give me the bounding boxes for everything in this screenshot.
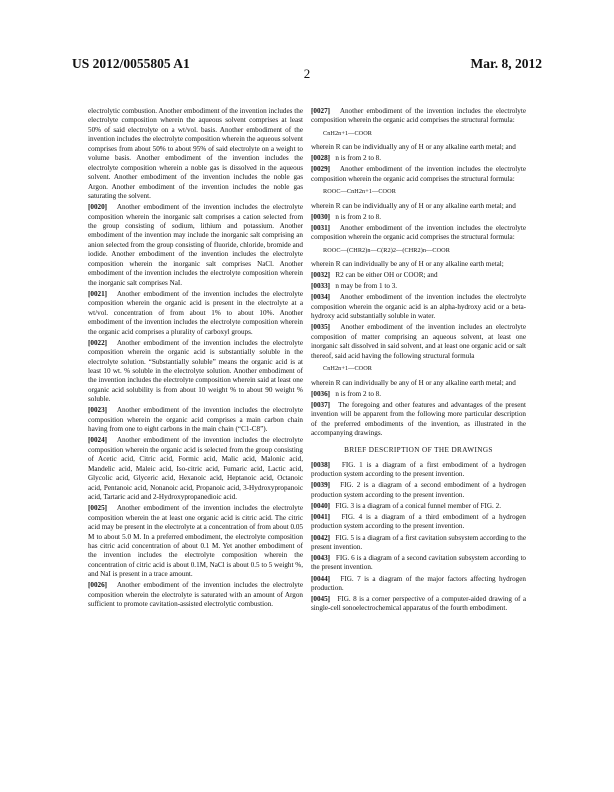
- structural-formula: ROOC—CnH2n+1—COOR: [323, 188, 396, 196]
- paragraph: [0034] Another embodiment of the invention includes the electrolyte composition wherein the organic acid is an alpha-hydroxy acid or a beta-hydroxy acid substantially soluble in water.: [311, 293, 527, 321]
- paragraph: wherein R can be individually any of H or any alkaline earth metal; and: [311, 143, 516, 152]
- figure-description: [0042] FIG. 5 is a diagram of a first cavitation subsystem according to the present invention.: [311, 533, 526, 551]
- structural-formula: CnH2n+1—COOR: [323, 129, 373, 137]
- paragraph: [0025] Another embodiment of the invention includes the electrolyte composition wherein the at least one organic acid is citric acid. The citric acid may be present in the electrolyte at a concentration of from about 0.05 M to about 5.0 M. In a preferred embodiment, the electrolyte composition has citric acid concentration of about 0.1 M. Yet another embodiment of the invention includes the electrolyte composition wherein the concentration of citric acid is about 0.1M, NaCl is about 0.5 to 5 weight %, and NaI is present in a trace amount.: [88, 504, 304, 579]
- right-column: [311, 107, 526, 616]
- figure-description: [0044] FIG. 7 is a diagram of the major factors affecting hydrogen production.: [311, 574, 526, 592]
- paragraph: [0026] Another embodiment of the invention includes the electrolyte composition wherein the electrolyte is saturated with an amount of Argon sufficient to promote cavitation-assisted electrolytic combustion.: [88, 581, 304, 609]
- figure-description: [0040] FIG. 3 is a diagram of a conical funnel member of FIG. 2.: [311, 501, 501, 510]
- paragraph: [0024] Another embodiment of the invention includes the electrolyte composition wherein the organic acid is selected from the group consisting of Acetic acid, Citric acid, Formic acid, Malic acid, Malonic acid, Mandelic acid, Maleic acid, Iso-citric acid, Fumaric acid, Lactic acid, Glycolic acid, Glyceric acid, Hexanoic acid, Heptanoic acid, Octanoic acid, Pentanoic acid, Nonanoic acid, Propanoic acid, 3-Hydroxypropanoic acid, Tartaric acid and 2-Hydroxypropanedioic acid.: [88, 436, 304, 502]
- paragraph: [0032] R2 can be either OH or COOR; and: [311, 271, 438, 280]
- paragraph: [0020] Another embodiment of the invention includes the electrolyte composition wherein the inorganic salt comprises a cation selected from the group consisting of sodium, lithium and potassium. Another embodiment of the invention may include the inorganic salt comprising an anion selected from the group consisting of fluoride, chloride, bromide and iodide. Another embodiment of the invention includes the electrolyte composition wherein the inorganic salt comprises NaCl. Another embodiment of the invention includes the electrolyte composition wherein the inorganic salt comprises NaI.: [88, 203, 304, 287]
- paragraph: [0037] The foregoing and other features and advantages of the present invention will be apparent from the following more particular description of the preferred embodiments of the invention, as illustrated in the accompanying drawings.: [311, 400, 526, 438]
- section-heading: BRIEF DESCRIPTION OF THE DRAWINGS: [344, 445, 493, 454]
- paragraph: [0035] Another embodiment of the invention includes an electrolyte composition of matter comprising an aqueous solvent, at least one inorganic salt dissolved in said solvent, and at least one organic acid or salt thereof, said acid having the following structural formula: [311, 323, 527, 360]
- paragraph: [0022] Another embodiment of the invention includes the electrolyte composition wherein the organic acid is substantially soluble in the electrolyte solution. “Substantially soluble” means the organic acid is at least 10 wt. % soluble in the electrolyte solution. Another embodiment of the invention includes the electrolyte composition wherein said at least one organic acid solubility is from about 10 weight % to about 90 weight % soluble.: [88, 338, 304, 404]
- page-number: 2: [303, 66, 311, 81]
- paragraph: [0027] Another embodiment of the invention includes the electrolyte composition wherein the organic acid comprises the structural formula:: [311, 107, 527, 125]
- paragraph: [0031] Another embodiment of the invention includes the electrolyte composition wherein the organic acid comprises the structural formula:: [311, 223, 527, 242]
- paragraph: [0033] n may be from 1 to 3.: [311, 282, 398, 291]
- structural-formula: ROOC—(CHR2)n—C(R2)2—(CHR2)n—COOR: [323, 246, 450, 254]
- paragraph: wherein R can individually be any of H or any alkaline earth metal; and: [311, 378, 516, 387]
- patent-number: US 2012/0055805 A1: [72, 56, 190, 71]
- paragraph: [0029] Another embodiment of the invention includes the electrolyte composition wherein the organic acid comprises the structural formula:: [311, 165, 527, 183]
- left-column: [88, 107, 303, 611]
- paragraph: [0028] n is from 2 to 8.: [311, 154, 382, 163]
- paragraph: wherein R can individually be any of H or any alkaline earth metal;: [311, 260, 504, 269]
- structural-formula: CnH2n+1—COOR: [323, 365, 373, 373]
- publication-date: Mar. 8, 2012: [470, 56, 542, 71]
- figure-description: [0039] FIG. 2 is a diagram of a second embodiment of a hydrogen production system according to the present invention.: [311, 481, 526, 499]
- paragraph: [0021] Another embodiment of the invention includes the electrolyte composition wherein the organic acid is present in the electrolyte at a wt/vol. concentration of from about 1% to about 10%. Another embodiment of the invention includes the electrolyte composition wherein the organic acid comprises a plurality of carboxyl groups.: [88, 289, 304, 336]
- figure-description: [0041] FIG. 4 is a diagram of a third embodiment of a hydrogen production system according to the present invention.: [311, 513, 526, 531]
- paragraph: [0023] Another embodiment of the invention includes the electrolyte composition wherein the organic acid comprises a main carbon chain having from one to eight carbons in the main chain (“C1-C8”).: [88, 406, 304, 434]
- paragraph: wherein R can be individually any of H or any alkaline earth metal; and: [311, 201, 516, 210]
- figure-description: [0045] FIG. 8 is a corner perspective of a computer-aided drawing of a single-cell sonoelectrochemical apparatus of the fourth embodiment.: [311, 595, 526, 613]
- figure-description: [0038] FIG. 1 is a diagram of a first embodiment of a hydrogen production system according to the present invention.: [311, 460, 527, 479]
- paragraph: [0030] n is from 2 to 8.: [311, 212, 382, 221]
- paragraph: electrolytic combustion. Another embodiment of the invention includes the electrolyte composition wherein the aqueous solvent comprises at least 50% of said electrolyte on a wt/vol. basis. Another embodiment of the invention includes the electrolyte composition wherein the aqueous solvent comprises from about 50% to about 95% of said electrolyte on a weight to volume basis. Another embodiment of the invention includes the electrolyte composition wherein a noble gas is dissolved in the aqueous solvent. Another embodiment of the invention includes the noble gas Argon. Another embodiment of the invention includes the noble gas saturating the solvent.: [88, 107, 303, 201]
- figure-description: [0043] FIG. 6 is a diagram of a second cavitation subsystem according to the present invention.: [311, 554, 526, 572]
- paragraph: [0036] n is from 2 to 8.: [311, 389, 382, 398]
